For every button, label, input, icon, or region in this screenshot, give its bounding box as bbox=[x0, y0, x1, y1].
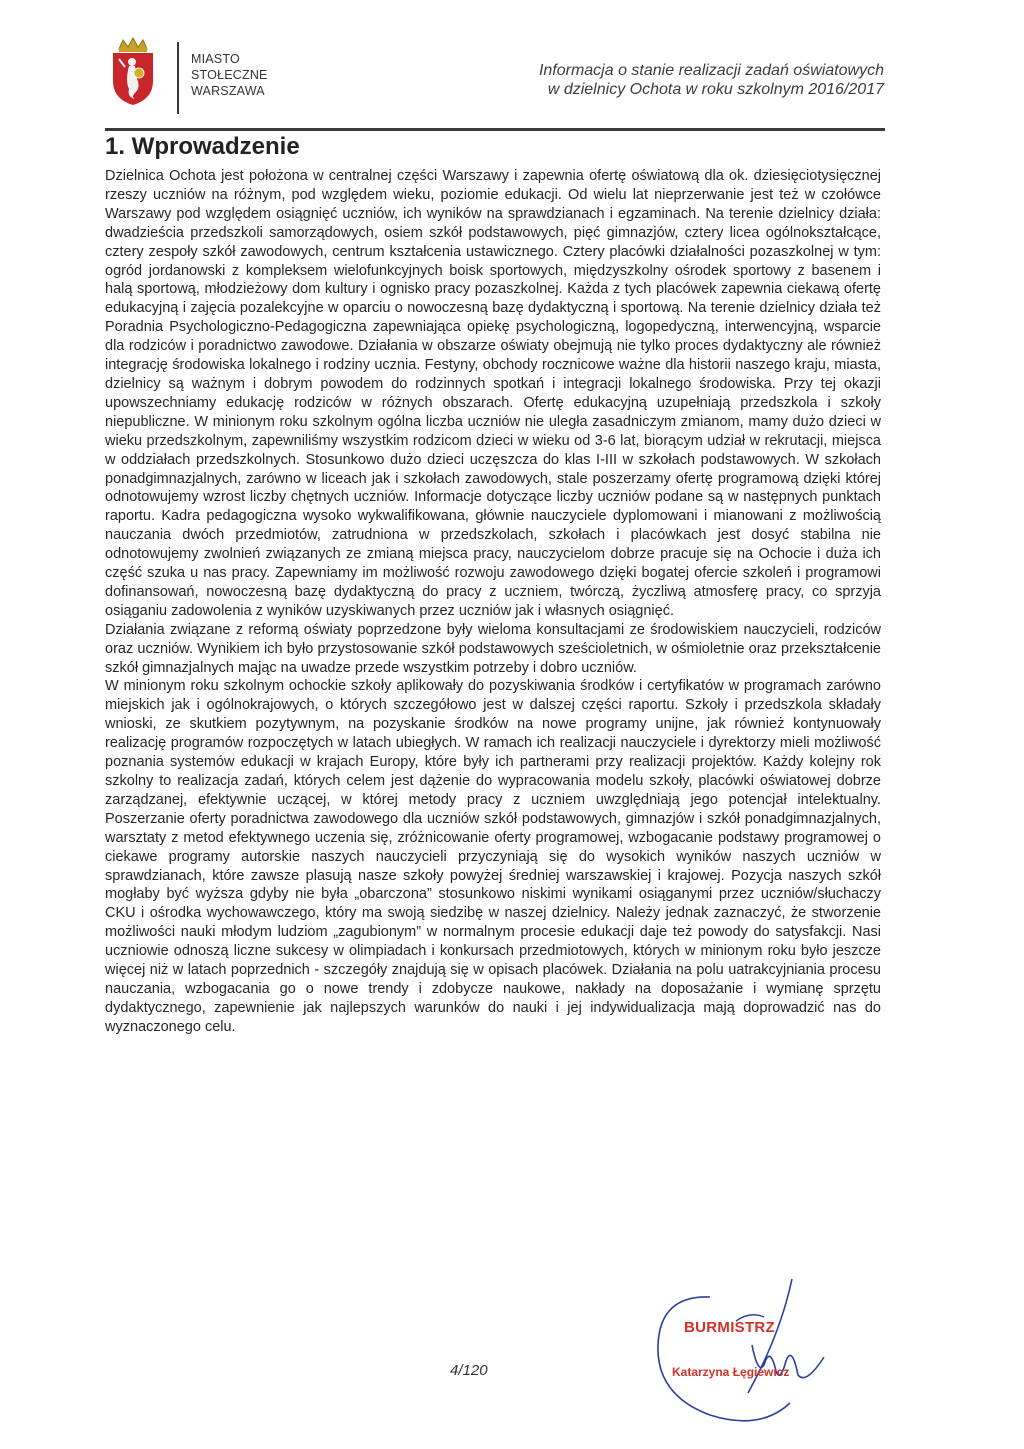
handwritten-signature-icon bbox=[640, 1275, 840, 1435]
page-number: 4/120 bbox=[450, 1362, 488, 1379]
stamp-name: Katarzyna Łęgiewicz bbox=[672, 1365, 790, 1379]
city-name bbox=[191, 51, 268, 99]
paragraph: W minionym roku szkolnym ochockie szkoły aplikowały do pozyskiwania środków i certyfikatów w programach zarówno miejskich jak i ogólnokrajowych, o których szczegółowo jest w dalszej części raportu. Szkoły i przedszkola składały wnioski, ze skutkiem pozytywnym, na pozyskanie środków na nowe programy unijne, jak również kontynuowały realizację programów rozpoczętych w latach ubiegłych. W ramach ich realizacji nauczyciele i dyrektorzy mieli możliwość poznania systemów edukacji w krajach Europy, które były ich partnerami przy realizacji projektów. Każdy kolejny rok szkolny to realizacja zadań, których celem jest dążenie do wypracowania modelu szkoły, placówki oświatowej dobrze zarządzanej, efektywnie uczącej, w której metody pracy z uczniem uwzględniają jego potencjał intelektualny. Poszerzanie oferty poradnictwa zawodowego dla uczniów szkół podstawowych, gimnazjów i szkół ponadgimnazjalnych, warsztaty z metod efektywnego uczenia się, zróżnicowanie oferty programowej, wzbogacanie podstawy programowej o ciekawe programy autorskie naszych nauczycieli przyczyniają się do wysokich wyników naszych uczniów w sprawdzianach, które zawsze plasują nasze szkoły powyżej średniej warszawskiej i krajowej. Pozycja naszych szkół mogłaby być wyższa gdyby nie była „obarczona” stosunkowo niskimi wynikami osiąganymi przez uczniów/słuchaczy CKU i ośrodka wychowawczego, który ma swoją siedzibę w naszej dzielnicy. Należy jednak zaznaczyć, że stworzenie możliwości nauki młodym ludziom „zagubionym” w normalnym procesie edukacji daje też powody do satysfakcji. Nasi uczniowie odnoszą liczne sukcesy w olimpiadach i konkursach przedmiotowych, których w minionym roku było jeszcze więcej niż w latach poprzednich - szczegóły znajdują się w opisach placówek. Działania na polu uatrakcyjniania procesu nauczania, wzbogacania go o nowe trendy i zdobycze naukowe, nakłady na doposażanie i wymianę sprzętu dydaktycznego, zapewnienie jak najlepszych warunków do nauki i jej indywidualizacja mają doprowadzić nas do wyznaczonego celu. bbox=[105, 678, 881, 1035]
city-line: WARSZAWA bbox=[191, 84, 265, 98]
warsaw-coat-of-arms-icon bbox=[105, 37, 161, 107]
document-title-line: Informacja o stanie realizacji zadań oświatowych bbox=[538, 62, 884, 79]
stamp-title: BURMISTRZ bbox=[684, 1319, 776, 1336]
paragraph: Działania związane z reformą oświaty poprzedzone były wieloma konsultacjami ze środowiskiem nauczycieli, rodziców oraz uczniów. Wynikiem ich było przystosowanie szkół podstawowych sześcioletnich, w ośmioletnie oraz przekształcenie szkół gimnazjalnych mając na uwadze przede wszystkim potrzeby i dobro uczniów. bbox=[105, 621, 881, 676]
city-line: STOŁECZNE bbox=[191, 68, 268, 82]
city-line: MIASTO bbox=[191, 52, 240, 66]
document-title-line: w dzielnicy Ochota w roku szkolnym 2016/2017 bbox=[547, 81, 884, 98]
section-title: 1. Wprowadzenie bbox=[105, 133, 300, 160]
header-divider bbox=[177, 42, 179, 114]
header-rule bbox=[105, 128, 885, 131]
body-text bbox=[105, 167, 881, 1037]
document-header bbox=[539, 61, 884, 99]
paragraph: Dzielnica Ochota jest położona w centralnej części Warszawy i zapewnia ofertę oświatową dla ok. dziesięciotysięcznej rzeszy uczniów na różnym, pod względem wieku, poziomie edukacji. Od wielu lat nieprzerwanie jest też w czołówce Warszawy pod względem osiągnięć uczniów, ich wyników na sprawdzianach i egzaminach. Na terenie dzielnicy działa: dwadzieścia przedszkoli samorządowych, osiem szkół podstawowych, pięć gimnazjów, cztery licea ogólnokształcące, cztery zespoły szkół zawodowych, centrum kształcenia ustawicznego. Cztery placówki działalności pozaszkolnej w tym: ogród jordanowski z kompleksem wielofunkcyjnych boisk sportowych, międzyszkolny ośrodek sportowy z basenem i halą sportową, młodzieżowy dom kultury i ognisko pracy pozaszkolnej. Każda z tych placówek zapewnia ciekawą ofertę edukacyjną i zajęcia pozalekcyjne w oparciu o nowoczesną bazę dydaktyczną i sportową. Na terenie dzielnicy działa też Poradnia Psychologiczno-Pedagogiczna zapewniająca opiekę psychologiczną, logopedyczną, interwencyjną, wsparcie dla rodziców i poradnictwo zawodowe. Działania w obszarze oświaty obejmują nie tylko proces dydaktyczny ale również integrację środowiska lokalnego i rodziny ucznia. Festyny, obchody rocznicowe ważne dla historii naszego kraju, miasta, dzielnicy są ważnym i dobrym powodem do rodzinnych spotkań i integracji lokalnego środowiska. Przy tej okazji upowszechniamy edukację rodziców w różnych obszarach. Ofertę edukacyjną uzupełniają przedszkola i szkoły niepubliczne. W minionym roku szkolnym ogólna liczba uczniów nie uległa zasadniczym zmianom, mamy dużo dzieci w wieku przedszkolnym, zapewniliśmy wszystkim rodzicom dzieci w wieku od 3-6 lat, biorącym udział w rekrutacji, miejsca w oddziałach przedszkolnych. Stosunkowo dużo dzieci uczęszcza do klas I-III w szkołach podstawowych. W szkołach ponadgimnazjalnych, zarówno w liceach jak i szkołach zawodowych, stale poszerzamy ofertę programową dzięki której odnotowujemy wzrost liczby chętnych uczniów. Informacje dotyczące liczby uczniów podane są w następnych punktach raportu. Kadra pedagogiczna wysoko wykwalifikowana, głównie nauczyciele dyplomowani i mianowani z możliwością nauczania dwóch przedmiotów, zatrudniona w przedszkolach, szkołach i placówkach jest dosyć stabilna nie odnotowujemy zwolnień związanych ze zmianą miejsca pracy, nauczycielom dobrze pracuje się na Ochocie i duża ich część szuka u nas pracy. Zapewniamy im możliwość rozwoju zawodowego dzięki bogatej ofercie szkoleń i programowi dofinansowań, nowoczesną bazę dydaktyczną do pracy z uczniem, twórczą, życzliwą atmosferę pracy, co sprzyja osiąganiu zadowolenia z wyników uzyskiwanych przez uczniów jak i własnych osiągnięć. bbox=[105, 168, 881, 619]
